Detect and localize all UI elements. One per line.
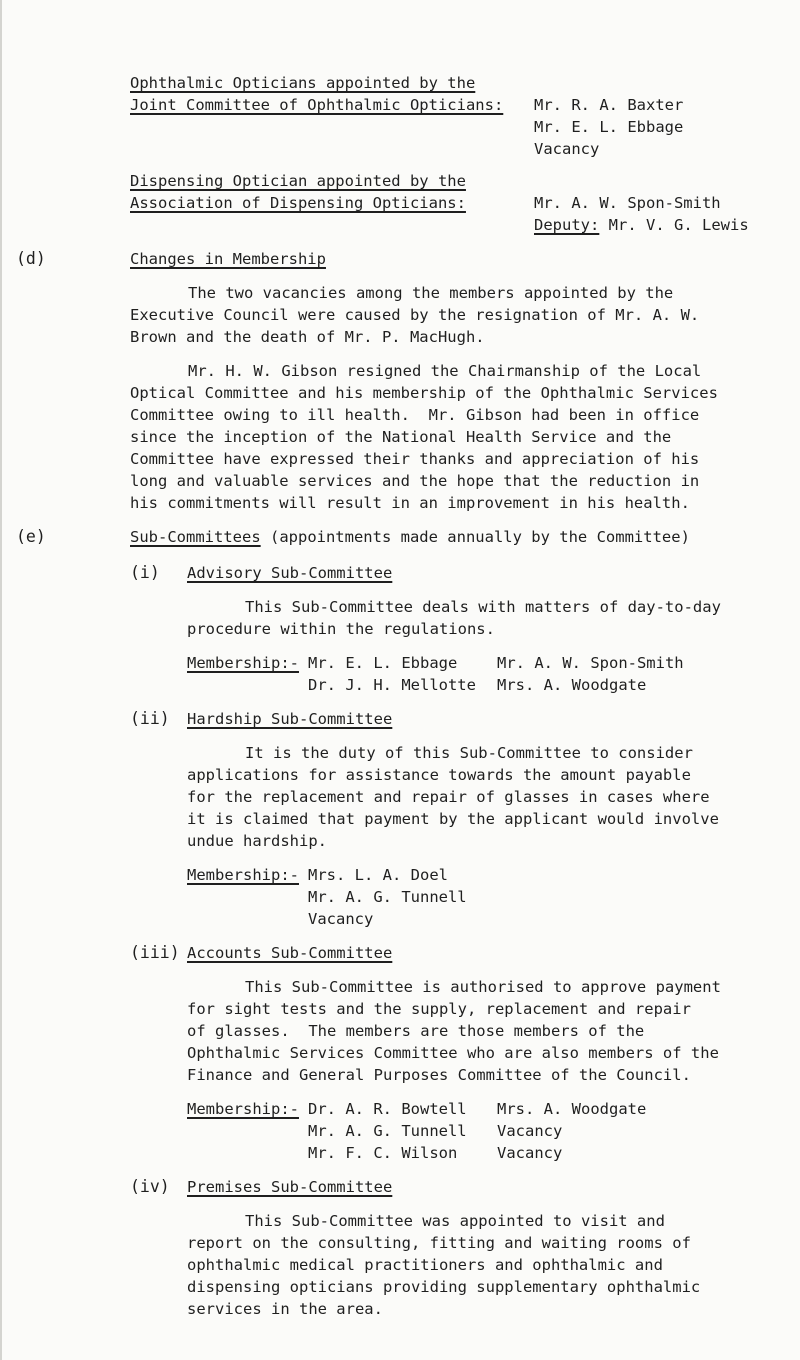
paragraph-line: The two vacancies among the members appointed by the [188,284,674,302]
sub-body-line: procedure within the regulations. [187,620,495,638]
section-e-heading: Sub-Committees [130,528,261,546]
member-name: Mrs. A. Woodgate [497,676,647,694]
paragraph-line: Brown and the death of Mr. P. MacHugh. [130,328,485,346]
section-e-heading-suffix: (appointments made annually by the Committee) [260,528,690,546]
membership-label: Membership:- [187,654,299,672]
sub-iii-marker: (iii) [130,943,180,962]
sub-body-line: dispensing opticians providing supplementary ophthalmic [187,1278,701,1296]
member-name: Mrs. L. A. Doel [308,866,448,884]
sub-body-line: This Sub-Committee deals with matters of day-to-day [245,598,721,616]
paragraph-line: Mr. H. W. Gibson resigned the Chairmanship of the Local [188,362,702,380]
ophthalmic-member: Mr. E. L. Ebbage [534,118,684,136]
sub-i-marker: (i) [130,563,160,582]
paragraph-line: Optical Committee and his membership of the Ophthalmic Services [130,384,718,402]
deputy-label: Deputy: [534,216,600,234]
membership-label: Membership:- [187,1100,299,1118]
sub-body-line: This Sub-Committee was appointed to visit and [245,1212,665,1230]
dispensing-heading-line-1: Dispensing Optician appointed by the [130,172,466,190]
sub-body-line: applications for assistance towards the amount payable [187,766,691,784]
sub-iv-title: Premises Sub-Committee [187,1178,393,1196]
paragraph-line: his commitments will result in an improvement in his health. [130,494,690,512]
sub-body-line: of glasses. The members are those members of the [187,1022,645,1040]
ophthalmic-member: Vacancy [534,140,600,158]
dispensing-member: Mr. A. W. Spon-Smith [534,194,721,212]
paragraph-line: since the inception of the National Health Service and the [130,428,672,446]
member-name: Mr. E. L. Ebbage [308,654,458,672]
ophthalmic-heading-line-1: Ophthalmic Opticians appointed by the [130,74,476,92]
ophthalmic-member: Mr. R. A. Baxter [534,96,684,114]
sub-body-line: This Sub-Committee is authorised to approve payment [245,978,721,996]
sub-body-line: services in the area. [187,1300,383,1318]
sub-iv-marker: (iv) [130,1177,170,1196]
member-name: Mr. A. G. Tunnell [308,1122,467,1140]
membership-label: Membership:- [187,866,299,884]
sub-ii-title: Hardship Sub-Committee [187,710,393,728]
deputy-name: Mr. V. G. Lewis [608,216,749,234]
member-name: Dr. J. H. Mellotte [308,676,476,694]
section-d-marker: (d) [16,249,46,268]
member-name: Mr. F. C. Wilson [308,1144,458,1162]
sub-body-line: Ophthalmic Services Committee who are also members of the [187,1044,719,1062]
member-name: Mr. A. G. Tunnell [308,888,467,906]
sub-body-line: It is the duty of this Sub-Committee to consider [245,744,693,762]
section-e-marker: (e) [16,527,46,546]
sub-i-title: Advisory Sub-Committee [187,564,393,582]
sub-body-line: Finance and General Purposes Committee of the Council. [187,1066,691,1084]
paragraph-line: Committee owing to ill health. Mr. Gibson had been in office [130,406,700,424]
sub-body-line: it is claimed that payment by the applicant would involve [187,810,719,828]
ophthalmic-heading-line-2: Joint Committee of Ophthalmic Opticians: [130,96,504,114]
member-name: Dr. A. R. Bowtell [308,1100,467,1118]
member-name: Vacancy [497,1122,563,1140]
member-name: Vacancy [308,910,374,928]
member-name: Mrs. A. Woodgate [497,1100,647,1118]
sub-body-line: report on the consulting, fitting and waiting rooms of [187,1234,691,1252]
sub-body-line: for sight tests and the supply, replacement and repair [187,1000,691,1018]
sub-body-line: for the replacement and repair of glasses in cases where [187,788,710,806]
sub-ii-marker: (ii) [130,709,170,728]
member-name: Mr. A. W. Spon-Smith [497,654,684,672]
deputy-line [534,214,749,236]
dispensing-heading-line-2: Association of Dispensing Opticians: [130,194,466,212]
paragraph-line: long and valuable services and the hope that the reduction in [130,472,700,490]
member-name: Vacancy [497,1144,563,1162]
section-d-heading: Changes in Membership [130,250,326,268]
section-e-heading-line [130,526,690,548]
sub-iii-title: Accounts Sub-Committee [187,944,393,962]
sub-body-line: undue hardship. [187,832,327,850]
paragraph-line: Executive Council were caused by the resignation of Mr. A. W. [130,306,700,324]
sub-body-line: ophthalmic medical practitioners and ophthalmic and [187,1256,663,1274]
paragraph-line: Committee have expressed their thanks and appreciation of his [130,450,700,468]
page-left-edge [0,0,2,1360]
